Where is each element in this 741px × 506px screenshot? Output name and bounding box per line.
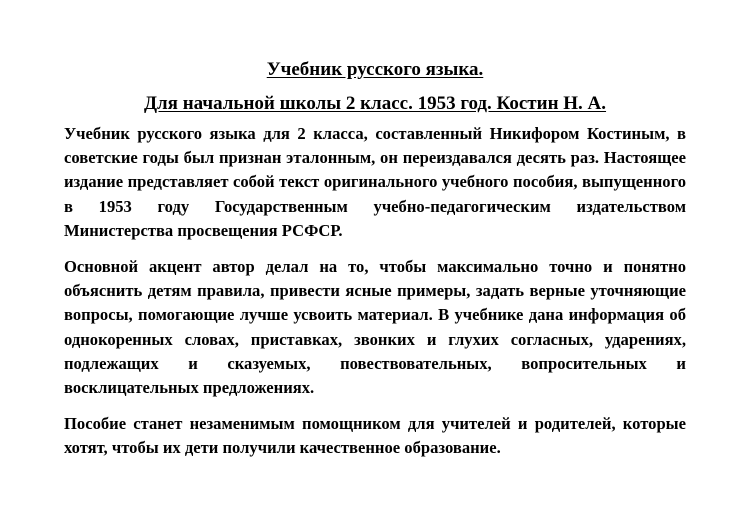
paragraph-2: Основной акцент автор делал на то, чтобы максимально точно и понятно объяснить детям правила, привести ясные примеры, задать верные уточняющие вопросы, помогающие лучше усвоить материал. В учебнике дана информация об однокоренных словах, приставках, звонких и глухих согласных, ударениях, подлежащих и сказуемых, повествовательных, вопросительных и восклицательных предложениях. [64, 257, 686, 398]
document-page [64, 58, 686, 461]
paragraph-1: Учебник русского языка для 2 класса, составленный Никифором Костиным, в советские годы был признан эталонным, он переиздавался десять раз. Настоящее издание представляет собой текст оригинального учебного пособия, выпущенного в 1953 году Государственным учебно-педагогическим издательством Министерства просвещения РСФСР. [64, 124, 686, 240]
paragraph-3: Пособие станет незаменимым помощником для учителей и родителей, которые хотят, чтобы их дети получили качественное образование. [64, 414, 686, 458]
document-title: Учебник русского языка. [266, 59, 484, 80]
document-subtitle: Для начальной школы 2 класс. 1953 год. Костин Н. А. [143, 93, 607, 114]
